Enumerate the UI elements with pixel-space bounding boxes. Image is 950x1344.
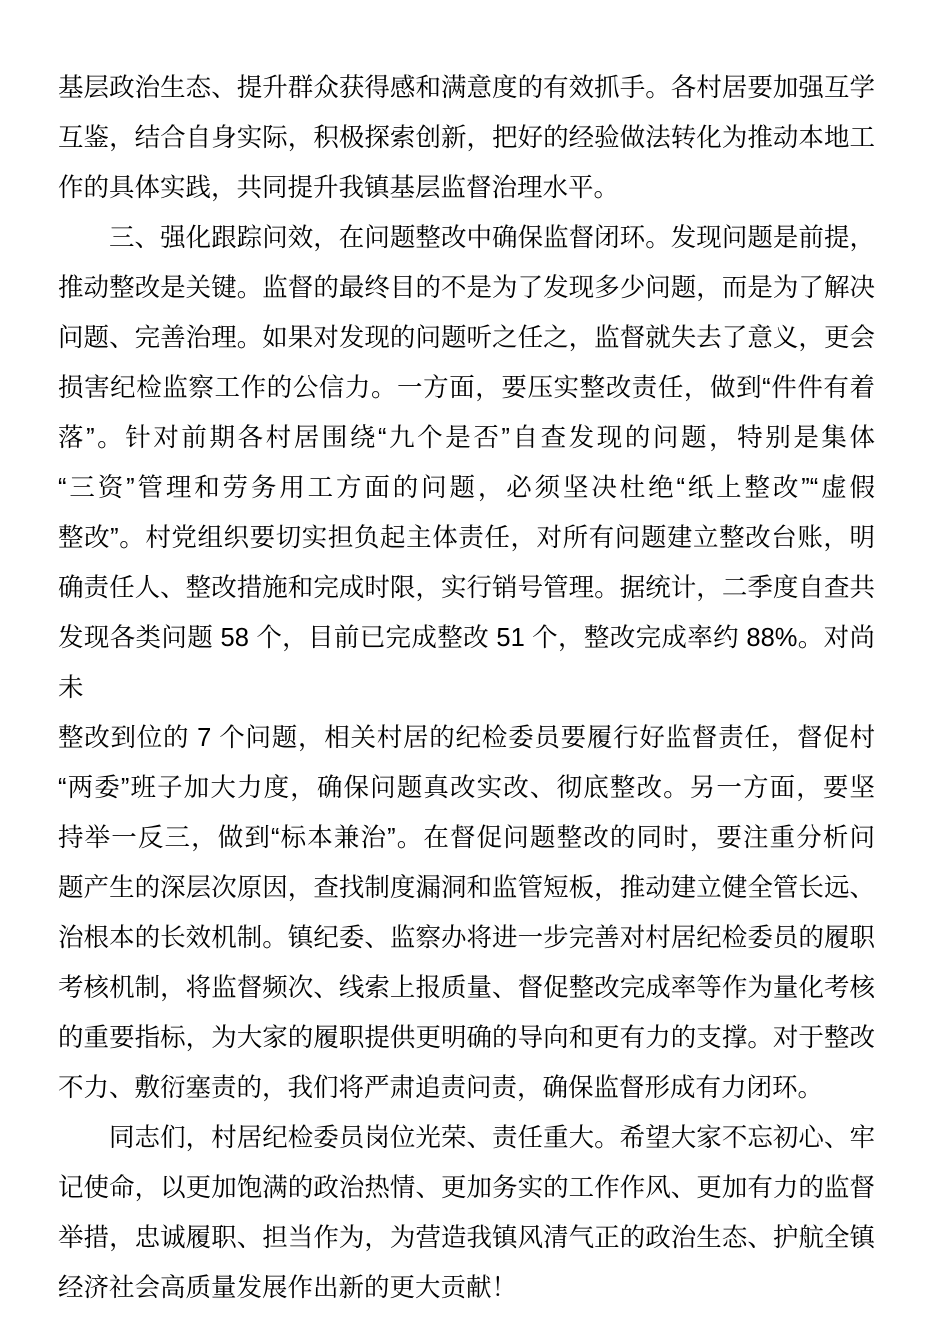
text-line: 题产生的深层次原因，查找制度漏洞和监管短板，推动建立健全管长远、 [58,874,875,902]
text-line: 推动整改是关键。监督的最终目的不是为了发现多少问题，而是为了解决 [58,274,875,302]
text-line-section-heading: 三、强化跟踪问效，在问题整改中确保监督闭环。发现问题是前提， [109,224,875,252]
text-line: 落”。针对前期各村居围绕“九个是否”自查发现的问题，特别是集体 [58,424,875,452]
document-body [58,63,875,1313]
text-line: 的重要指标，为大家的履职提供更明确的导向和更有力的支撑。对于整改 [58,1024,875,1052]
text-line: 整改”。村党组织要切实担负起主体责任，对所有问题建立整改台账，明 [58,524,875,552]
text-line-closing: 经济社会高质量发展作出新的更大贡献！ [58,1274,518,1302]
text-line: 问题、完善治理。如果对发现的问题听之任之，监督就失去了意义，更会 [58,324,875,352]
text-line-statistics: 整改到位的 7 个问题，相关村居的纪检委员要履行好监督责任，督促村 [58,724,875,752]
text-line: “三资”管理和劳务用工方面的问题，必须坚决杜绝“纸上整改”“虚假 [58,474,875,502]
text-line: 确责任人、整改措施和完成时限，实行销号管理。据统计，二季度自查共 [58,574,875,602]
text-line: 持举一反三，做到“标本兼治”。在督促问题整改的同时，要注重分析问 [58,824,875,852]
text-line: 不力、敷衍塞责的，我们将严肃追责问责，确保监督形成有力闭环。 [58,1074,824,1102]
text-line-closing: 记使命，以更加饱满的政治热情、更加务实的工作作风、更加有力的监督 [58,1174,875,1202]
text-line: 考核机制，将监督频次、线索上报质量、督促整改完成率等作为量化考核 [58,974,875,1002]
text-line: 互鉴，结合自身实际，积极探索创新，把好的经验做法转化为推动本地工 [58,124,875,152]
text-line-statistics: 发现各类问题 58 个，目前已完成整改 51 个，整改完成率约 88%。对尚未 [58,624,875,702]
text-line: “两委”班子加大力度，确保问题真改实改、彻底整改。另一方面，要坚 [58,774,875,802]
text-line: 作的具体实践，共同提升我镇基层监督治理水平。 [58,174,620,202]
text-line-closing: 同志们，村居纪检委员岗位光荣、责任重大。希望大家不忘初心、牢 [109,1124,875,1152]
text-line: 基层政治生态、提升群众获得感和满意度的有效抓手。各村居要加强互学 [58,74,875,102]
text-line: 损害纪检监察工作的公信力。一方面，要压实整改责任，做到“件件有着 [58,374,875,402]
text-line: 治根本的长效机制。镇纪委、监察办将进一步完善对村居纪检委员的履职 [58,924,875,952]
text-line-closing: 举措，忠诚履职、担当作为，为营造我镇风清气正的政治生态、护航全镇 [58,1224,875,1252]
